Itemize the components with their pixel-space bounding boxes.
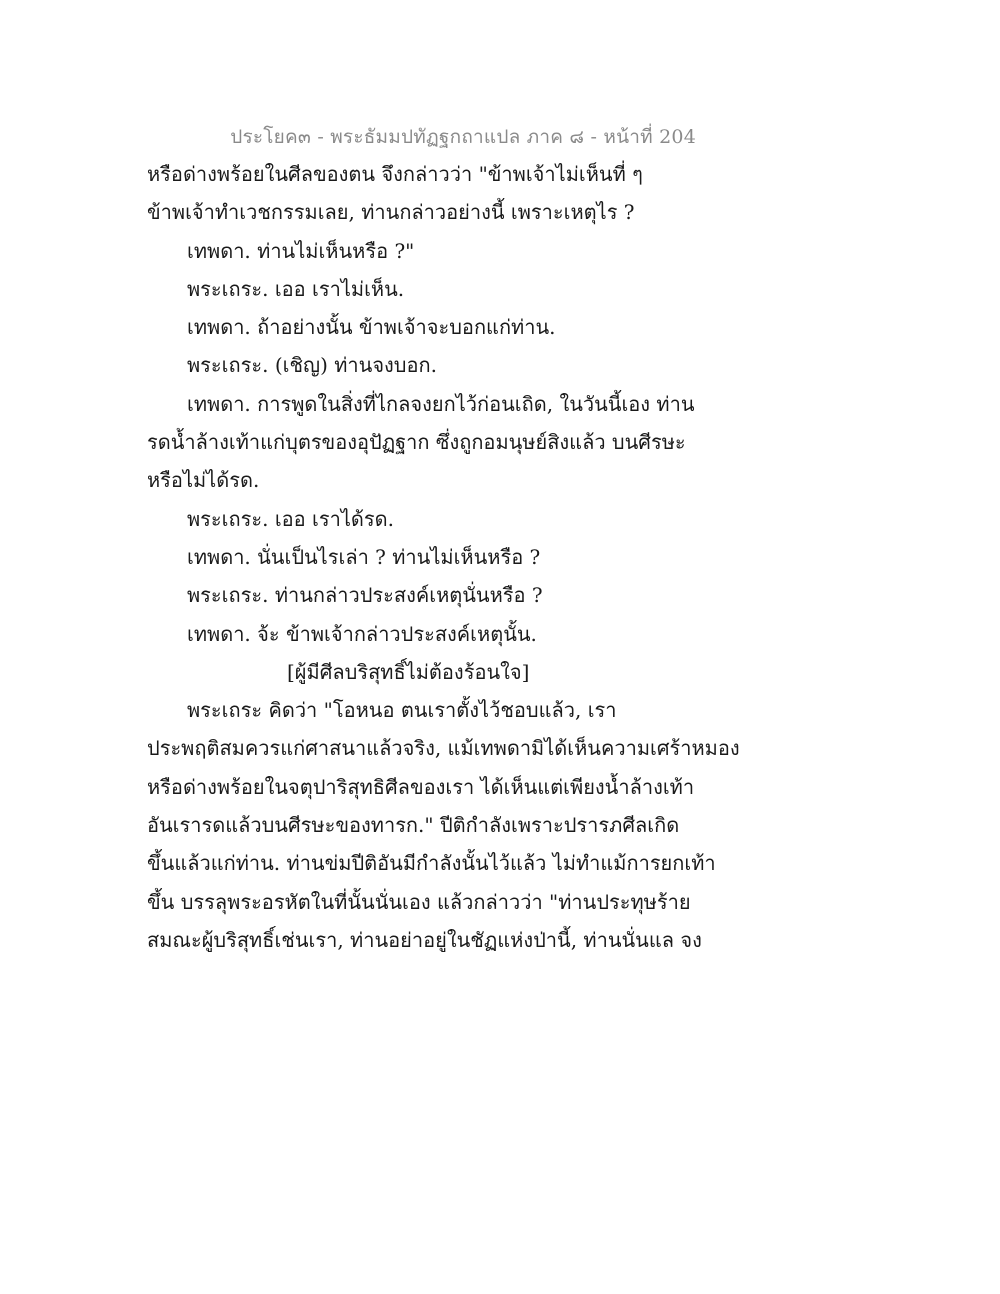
- text-line: หรือไม่ได้รด.: [147, 468, 260, 493]
- text-line: เทพดา. ท่านไม่เห็นหรือ ?": [187, 238, 415, 263]
- text-line: พระเถระ. เออ เราไม่เห็น.: [187, 276, 405, 301]
- section-heading: [ผู้มีศีลบริสุทธิ์ไม่ต้องร้อนใจ]: [287, 659, 530, 684]
- text-line: เทพดา. การพูดในสิ่งที่ไกลจงยกไว้ก่อนเถิด, ในวันนี้เอง ท่าน: [187, 391, 695, 416]
- text-line: ขึ้นแล้วแก่ท่าน. ท่านข่มปีติอันมีกำลังนั้นไว้แล้ว ไม่ทำแม้การยกเท้า: [147, 851, 716, 876]
- body-text: [147, 155, 740, 959]
- text-line: ประพฤติสมควรแก่ศาสนาแล้วจริง, แม้เทพดามิได้เห็นความเศร้าหมอง: [147, 736, 740, 761]
- text-line: หรือด่างพร้อยในจตุปาริสุทธิศีลของเรา ได้เห็นแต่เพียงน้ำล้างเท้า: [147, 774, 695, 799]
- text-line: พระเถระ. (เชิญ) ท่านจงบอก.: [187, 353, 437, 378]
- text-line: เทพดา. จ้ะ ข้าพเจ้ากล่าวประสงค์เหตุนั้น.: [187, 621, 537, 646]
- text-line: ขึ้น บรรลุพระอรหัตในที่นั้นนั่นเอง แล้วกล่าวว่า "ท่านประทุษร้าย: [147, 889, 691, 914]
- text-line: พระเถระ. ท่านกล่าวประสงค์เหตุนั่นหรือ ?: [187, 583, 543, 608]
- text-line: หรือด่างพร้อยในศีลของตน จึงกล่าวว่า "ข้าพเจ้าไม่เห็นที่ ๆ: [147, 162, 643, 186]
- text-line: พระเถระ. เออ เราได้รด.: [187, 506, 394, 531]
- text-line: เทพดา. นั่นเป็นไรเล่า ? ท่านไม่เห็นหรือ ?: [187, 544, 541, 569]
- text-line: พระเถระ คิดว่า "โอหนอ ตนเราตั้งไว้ชอบแล้ว, เรา: [187, 698, 617, 723]
- text-line: เทพดา. ถ้าอย่างนั้น ข้าพเจ้าจะบอกแก่ท่าน.: [187, 315, 556, 340]
- page-header: ประโยค๓ - พระธัมมปทัฏฐกถาแปล ภาค ๘ - หน้าที่ 204: [230, 126, 696, 148]
- text-line: อันเรารดแล้วบนศีรษะของทารก." ปีติกำลังเพราะปรารภศีลเกิด: [147, 813, 680, 838]
- text-line: ข้าพเจ้าทำเวชกรรมเลย, ท่านกล่าวอย่างนี้ เพราะเหตุไร ?: [147, 200, 635, 225]
- text-line: สมณะผู้บริสุทธิ์เช่นเรา, ท่านอย่าอยู่ในชัฏแห่งป่านี้, ท่านนั่นแล จง: [147, 927, 702, 952]
- text-line: รดน้ำล้างเท้าแก่บุตรของอุปัฏฐาก ซึ่งถูกอมนุษย์สิงแล้ว บนศีรษะ: [147, 430, 686, 455]
